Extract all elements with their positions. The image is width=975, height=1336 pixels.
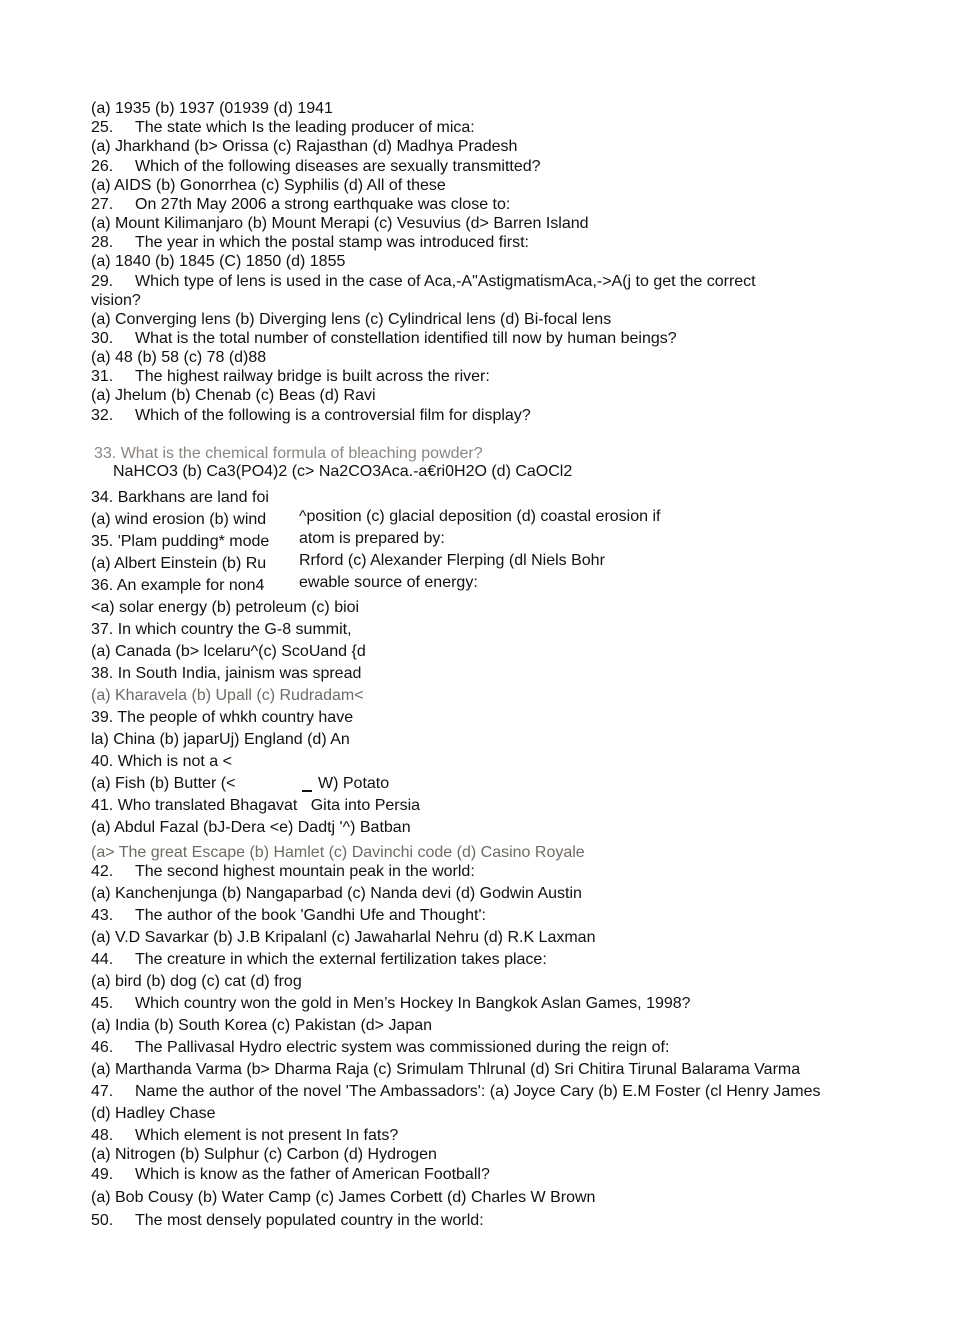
question-number: 31. <box>91 368 114 385</box>
question-number: 43. <box>91 907 114 924</box>
question-number: 47. <box>91 1083 114 1100</box>
question-36-fragment: 36. An example for non4 <box>91 577 265 594</box>
answer-options-49: (a) Bob Cousy (b) Water Camp (c) James Corbett (d) Charles W Brown <box>91 1189 596 1206</box>
question-text: Which type of lens is used in the case of Aca,-A"AstigmatismAca,->A(j to get the correct <box>135 273 756 290</box>
question-text: The creature in which the external fertilization takes place: <box>135 951 547 968</box>
question-number: 32. <box>91 407 114 424</box>
question-number: 49. <box>91 1166 114 1183</box>
answer-options-40-continued: W) Potato <box>318 775 390 792</box>
question-number: 46. <box>91 1039 114 1056</box>
answer-options-34-continued: ^position (c) glacial deposition (d) coastal erosion if <box>299 508 661 525</box>
answer-options-41: (a) Abdul Fazal (bJ-Dera <e) Dadtj '^) Batban <box>91 819 411 836</box>
answer-options-43: (a) V.D Savarkar (b) J.B Kripalanl (c) Jawaharlal Nehru (d) R.K Laxman <box>91 929 596 946</box>
question-45 <box>91 994 691 1013</box>
question-text: The second highest mountain peak in the world: <box>135 863 475 880</box>
answer-options-39-fragment: la) China (b) japarUj) England (d) An <box>91 731 350 748</box>
question-26 <box>91 157 541 176</box>
question-number: 45. <box>91 995 114 1012</box>
question-number: 27. <box>91 196 114 213</box>
question-text: Which of the following is a controversial film for display? <box>135 407 531 424</box>
answer-options-48: (a) Nitrogen (b) Sulphur (c) Carbon (d) Hydrogen <box>91 1146 437 1163</box>
answer-options-37-fragment: (a) Canada (b> lcelaru^(c) ScoUand {d <box>91 643 366 660</box>
underscore-mark <box>302 790 312 792</box>
question-40-fragment: 40. Which is not a < <box>91 753 232 770</box>
question-text: The highest railway bridge is built across the river: <box>135 368 490 385</box>
question-text: The author of the book 'Gandhi Ufe and Thought': <box>135 907 486 924</box>
answer-options-29: (a) Converging lens (b) Diverging lens (c) Cylindrical lens (d) Bi-focal lens <box>91 311 612 328</box>
answer-options-45: (a) India (b) South Korea (c) Pakistan (d> Japan <box>91 1017 433 1034</box>
answer-options-25: (a) Jharkhand (b> Orissa (c) Rajasthan (d) Madhya Pradesh <box>91 138 518 155</box>
answer-options-46: (a) Marthanda Varma (b> Dharma Raja (c) Srimulam Thlrunal (d) Sri Chitira Tirunal Balarama Varma <box>91 1061 801 1078</box>
question-text: The state which Is the leading producer of mica: <box>135 119 475 136</box>
question-29 <box>91 272 756 291</box>
answer-options-31: (a) Jhelum (b) Chenab (c) Beas (d) Ravi <box>91 387 376 404</box>
answer-options-24: (a) 1935 (b) 1937 (01939 (d) 1941 <box>91 100 333 117</box>
answer-options-32: (a> The great Escape (b) Hamlet (c) Davinchi code (d) Casino Royale <box>91 844 585 861</box>
answer-options-47-continued: (d) Hadley Chase <box>91 1105 216 1122</box>
question-29-continued: vision? <box>91 292 141 309</box>
question-38-fragment: 38. In South India, jainism was spread <box>91 665 362 682</box>
question-48 <box>91 1126 398 1145</box>
question-41: 41. Who translated Bhagavat Gita into Persia <box>91 797 421 814</box>
answer-options-35-fragment: (a) Albert Einstein (b) Ru <box>91 555 267 572</box>
question-34-fragment: 34. Barkhans are land foi <box>91 489 269 506</box>
question-27 <box>91 195 510 214</box>
question-39-fragment: 39. The people of whkh country have <box>91 709 354 726</box>
question-number: 44. <box>91 951 114 968</box>
question-number: 25. <box>91 119 114 136</box>
answer-options-36: <a) solar energy (b) petroleum (c) bioi <box>91 599 360 616</box>
question-text: Name the author of the novel 'The Ambassadors': (a) Joyce Cary (b) E.M Foster (cl Henry James <box>135 1083 821 1100</box>
answer-options-30: (a) 48 (b) 58 (c) 78 (d)88 <box>91 349 267 366</box>
question-text: The most densely populated country in the world: <box>135 1212 484 1229</box>
question-text: Which is know as the father of American Football? <box>135 1166 490 1183</box>
question-text: Which of the following diseases are sexually transmitted? <box>135 158 541 175</box>
answer-options-42: (a) Kanchenjunga (b) Nangaparbad (c) Nanda devi (d) Godwin Austin <box>91 885 582 902</box>
question-text: The Pallivasal Hydro electric system was commissioned during the reign of: <box>135 1039 670 1056</box>
question-number: 29. <box>91 273 114 290</box>
question-30 <box>91 329 677 348</box>
answer-options-35-continued: Rrford (c) Alexander Flerping (dl Niels Bohr <box>299 552 605 569</box>
question-text: Which element is not present In fats? <box>135 1127 399 1144</box>
question-49 <box>91 1165 490 1184</box>
question-42 <box>91 862 475 881</box>
question-47 <box>91 1082 820 1101</box>
question-35-continued: atom is prepared by: <box>299 530 445 547</box>
question-35-fragment: 35. 'Plam pudding* mode <box>91 533 270 550</box>
question-number: 26. <box>91 158 114 175</box>
question-28 <box>91 233 529 252</box>
question-number: 28. <box>91 234 114 251</box>
question-25 <box>91 118 475 137</box>
question-number: 48. <box>91 1127 114 1144</box>
question-31 <box>91 367 490 386</box>
question-43 <box>91 906 486 925</box>
answer-options-34-fragment: (a) wind erosion (b) wind <box>91 511 267 528</box>
question-text: Which country won the gold in Men’s Hockey In Bangkok Aslan Games, 1998? <box>135 995 691 1012</box>
answer-options-33: NaHCO3 (b) Ca3(PO4)2 (c> Na2CO3Aca.-a€ri0H2O (d) CaOCl2 <box>113 463 573 480</box>
answer-options-40-fragment: (a) Fish (b) Butter (< <box>91 775 236 792</box>
answer-options-26: (a) AIDS (b) Gonorrhea (c) Syphilis (d) All of these <box>91 177 446 194</box>
question-number: 30. <box>91 330 114 347</box>
answer-options-27: (a) Mount Kilimanjaro (b) Mount Merapi (c) Vesuvius (d> Barren Island <box>91 215 589 232</box>
question-46 <box>91 1038 669 1057</box>
question-33: 33. What is the chemical formula of bleaching powder? <box>94 445 483 462</box>
question-text: On 27th May 2006 a strong earthquake was close to: <box>135 196 511 213</box>
question-32 <box>91 406 531 425</box>
answer-options-38-fragment: (a) Kharavela (b) Upall (c) Rudradam< <box>91 687 364 704</box>
question-36-continued: ewable source of energy: <box>299 574 478 591</box>
question-number: 50. <box>91 1212 114 1229</box>
question-50 <box>91 1211 484 1230</box>
question-number: 42. <box>91 863 114 880</box>
question-37-fragment: 37. In which country the G-8 summit, <box>91 621 352 638</box>
answer-options-28: (a) 1840 (b) 1845 (C) 1850 (d) 1855 <box>91 253 346 270</box>
answer-options-44: (a) bird (b) dog (c) cat (d) frog <box>91 973 302 990</box>
question-text: The year in which the postal stamp was introduced first: <box>135 234 529 251</box>
question-44 <box>91 950 547 969</box>
question-text: What is the total number of constellation identified till now by human beings? <box>135 330 677 347</box>
